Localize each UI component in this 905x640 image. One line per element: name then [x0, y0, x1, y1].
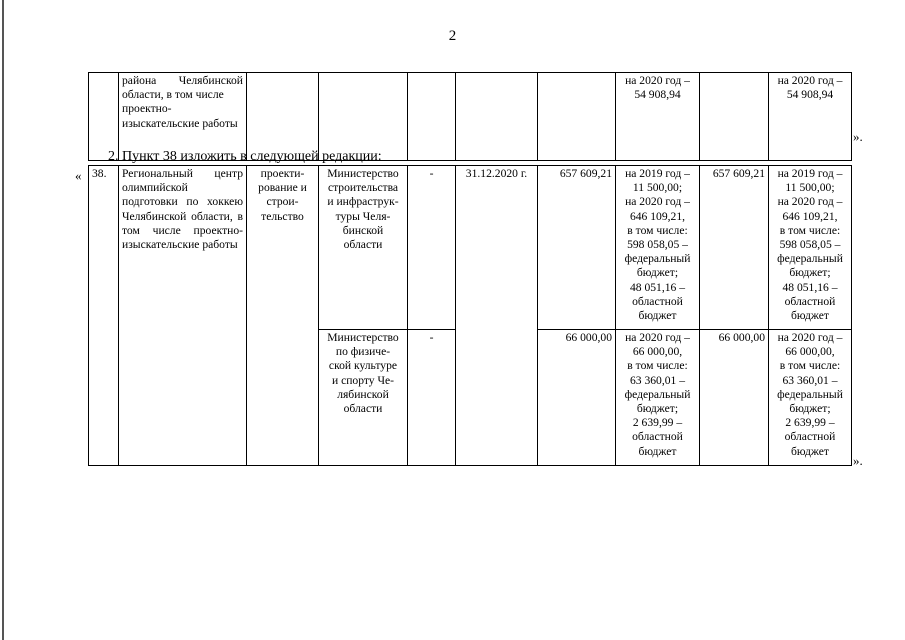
cell-deadline [456, 73, 538, 161]
cell-amount [700, 73, 769, 161]
cell-volume: на 2020 год – 54 908,94 [616, 73, 700, 161]
customer-line: по физиче- [335, 345, 391, 359]
customer-line: и инфраструк- [327, 195, 399, 209]
volume-line: 646 109,21, [629, 209, 686, 223]
volume-line: на 2020 год – [625, 331, 690, 344]
customer-line: строительства [327, 181, 399, 195]
customer-line: бинской [342, 223, 384, 237]
continuation-table [88, 72, 852, 161]
volume-line: 598 058,05 – [779, 238, 841, 252]
volume-line: областной [784, 294, 836, 308]
customer-line: лябинской [337, 387, 389, 401]
volume-line: 63 360,01 – [629, 373, 686, 387]
volume-line: областной [632, 430, 683, 444]
cell-volume-2 [769, 166, 852, 330]
cell-number: 38. [89, 166, 119, 466]
volume-line: бюджет [638, 444, 677, 458]
volume-line: в том числе: [627, 223, 688, 237]
cell-deadline: 31.12.2020 г. [456, 166, 538, 466]
volume-line: областной [784, 430, 836, 444]
work-type-line: проекти- [260, 167, 305, 180]
opening-quote: « [75, 168, 82, 183]
name-line: области, в том числе [122, 88, 224, 102]
volume-line: на 2020 год – [777, 195, 843, 209]
volume-line: федеральный [624, 252, 691, 266]
volume-line: бюджет; [789, 402, 831, 416]
cell-dash: - [408, 166, 456, 330]
left-margin-line [2, 0, 4, 640]
closing-quote-2: ». [853, 453, 863, 468]
name-line: проектно- [122, 102, 172, 116]
work-type-line: тельство [261, 209, 304, 223]
volume-line: бюджет [638, 309, 677, 323]
item-38-row-1 [89, 166, 852, 330]
volume-line: федеральный [777, 252, 843, 266]
customer-line: Министерство [327, 167, 399, 180]
work-type-line: рование и [258, 181, 307, 195]
customer-line: ской культуре [328, 359, 398, 373]
volume-line: на 2019 год – [625, 167, 690, 180]
volume-line: 11 500,00; [632, 181, 683, 195]
volume-line: на 2020 год – [777, 331, 843, 344]
cell-volume-2 [769, 330, 852, 466]
volume-line: 2 639,99 – [632, 416, 683, 430]
cell-volume-2: на 2020 год – 54 908,94 [769, 73, 852, 161]
cell-work-type [247, 73, 319, 161]
volume-line: в том числе: [627, 359, 688, 373]
instruction-text: 2. Пункт 38 изложить в следующей редакции: [108, 149, 382, 164]
volume-line: областной [632, 294, 683, 308]
volume-line: 63 360,01 – [782, 373, 838, 387]
volume-line: 48 051,16 – [782, 280, 838, 294]
cell-name [119, 73, 247, 161]
cell-cost: 657 609,21 [538, 166, 616, 330]
customer-line: области [343, 402, 383, 416]
work-type-line: строи- [266, 195, 299, 209]
customer-line: области [343, 238, 383, 252]
continuation-row [89, 73, 852, 161]
volume-line: бюджет [791, 444, 829, 458]
cell-volume [616, 330, 700, 466]
cell-dash [408, 73, 456, 161]
cell-dash: - [408, 330, 456, 466]
cell-customer [319, 73, 408, 161]
item-38-table [88, 165, 852, 466]
volume-line: бюджет; [789, 266, 831, 280]
cell-number [89, 73, 119, 161]
volume-line: бюджет; [636, 266, 679, 280]
volume-line: 66 000,00, [785, 345, 835, 359]
cell-amount: 657 609,21 [700, 166, 769, 330]
cell-work-type [247, 166, 319, 466]
volume-line: на 2020 год – [625, 195, 690, 209]
volume-line: бюджет; [636, 402, 679, 416]
name-line: района Челябинской [122, 74, 243, 87]
cell-cost [538, 73, 616, 161]
volume-line: 48 051,16 – [629, 280, 686, 294]
closing-quote-1: ». [853, 129, 863, 144]
name-line: изыскательские работы [122, 116, 238, 130]
volume-line: бюджет [791, 309, 829, 323]
page-number: 2 [448, 28, 457, 44]
volume-line: на 2019 год – [777, 167, 843, 180]
volume-line: федеральный [624, 387, 691, 401]
volume-line: в том числе: [779, 223, 841, 237]
volume-line: 2 639,99 – [785, 416, 835, 430]
volume-line: 11 500,00; [785, 181, 835, 195]
cell-customer [319, 166, 408, 330]
volume-line: 66 000,00, [632, 345, 683, 359]
cell-amount: 66 000,00 [700, 330, 769, 466]
cell-name: Региональный центр олимпийской подготовки по хоккею Челябинской области, в том числе проектно-изыскательские работы [119, 166, 247, 466]
customer-line: и спорту Че- [331, 373, 395, 387]
customer-line: Министерство [327, 331, 399, 344]
volume-line: 598 058,05 – [627, 238, 688, 252]
volume-line: 646 109,21, [782, 209, 838, 223]
volume-line: федеральный [777, 387, 843, 401]
cell-volume [616, 166, 700, 330]
customer-line: туры Челя- [335, 209, 391, 223]
cell-customer [319, 330, 408, 466]
cell-cost: 66 000,00 [538, 330, 616, 466]
volume-line: в том числе: [779, 359, 841, 373]
